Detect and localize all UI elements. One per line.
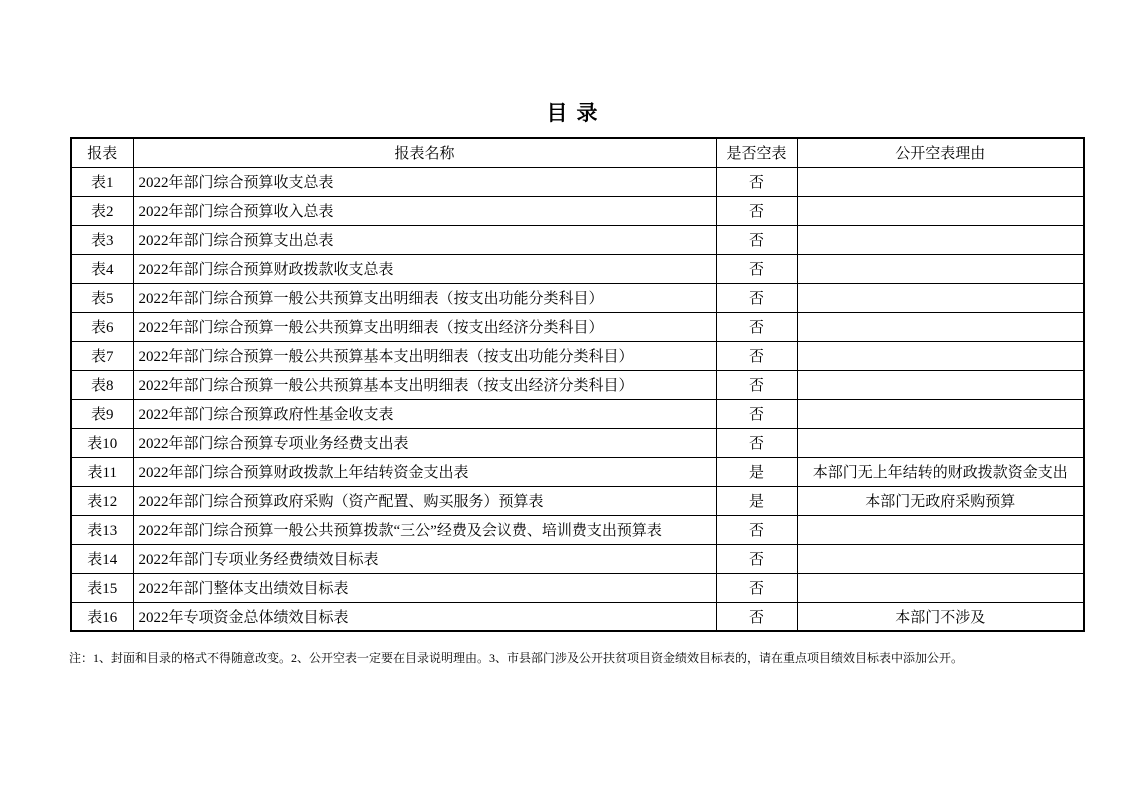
reason-cell <box>797 254 1084 283</box>
empty-flag-cell: 否 <box>716 167 797 196</box>
header-empty-reason: 公开空表理由 <box>797 138 1084 167</box>
empty-flag-cell: 否 <box>716 196 797 225</box>
table-header-row <box>71 138 1084 167</box>
row-id-cell: 表16 <box>71 602 133 631</box>
report-name-cell: 2022年部门整体支出绩效目标表 <box>133 573 716 602</box>
reason-cell <box>797 428 1084 457</box>
reason-cell <box>797 370 1084 399</box>
row-id-cell: 表11 <box>71 457 133 486</box>
table-row <box>71 254 1084 283</box>
empty-flag-cell: 否 <box>716 602 797 631</box>
table-row <box>71 515 1084 544</box>
report-name-cell: 2022年部门综合预算一般公共预算支出明细表（按支出功能分类科目） <box>133 283 716 312</box>
empty-flag-cell: 否 <box>716 341 797 370</box>
empty-flag-cell: 否 <box>716 225 797 254</box>
report-name-cell: 2022年部门综合预算收入总表 <box>133 196 716 225</box>
row-id-cell: 表4 <box>71 254 133 283</box>
table-row <box>71 428 1084 457</box>
empty-flag-cell: 否 <box>716 254 797 283</box>
row-id-cell: 表9 <box>71 399 133 428</box>
report-name-cell: 2022年部门综合预算支出总表 <box>133 225 716 254</box>
empty-flag-cell: 是 <box>716 457 797 486</box>
report-name-cell: 2022年部门综合预算收支总表 <box>133 167 716 196</box>
table-row <box>71 283 1084 312</box>
reason-cell: 本部门不涉及 <box>797 602 1084 631</box>
table-row <box>71 486 1084 515</box>
row-id-cell: 表3 <box>71 225 133 254</box>
empty-flag-cell: 否 <box>716 283 797 312</box>
row-id-cell: 表7 <box>71 341 133 370</box>
report-name-cell: 2022年专项资金总体绩效目标表 <box>133 602 716 631</box>
reason-cell <box>797 399 1084 428</box>
report-name-cell: 2022年部门综合预算专项业务经费支出表 <box>133 428 716 457</box>
table-row <box>71 573 1084 602</box>
reason-cell <box>797 515 1084 544</box>
table-row <box>71 399 1084 428</box>
row-id-cell: 表2 <box>71 196 133 225</box>
reason-cell <box>797 573 1084 602</box>
empty-flag-cell: 否 <box>716 428 797 457</box>
table-row <box>71 312 1084 341</box>
report-name-cell: 2022年部门综合预算政府采购（资产配置、购买服务）预算表 <box>133 486 716 515</box>
reason-cell <box>797 544 1084 573</box>
report-name-cell: 2022年部门综合预算一般公共预算拨款“三公”经费及会议费、培训费支出预算表 <box>133 515 716 544</box>
report-name-cell: 2022年部门综合预算一般公共预算基本支出明细表（按支出功能分类科目） <box>133 341 716 370</box>
report-name-cell: 2022年部门综合预算财政拨款上年结转资金支出表 <box>133 457 716 486</box>
reason-cell: 本部门无上年结转的财政拨款资金支出 <box>797 457 1084 486</box>
row-id-cell: 表1 <box>71 167 133 196</box>
empty-flag-cell: 否 <box>716 370 797 399</box>
toc-table-body <box>71 167 1084 631</box>
table-row <box>71 457 1084 486</box>
empty-flag-cell: 否 <box>716 515 797 544</box>
table-row <box>71 341 1084 370</box>
report-name-cell: 2022年部门综合预算一般公共预算支出明细表（按支出经济分类科目） <box>133 312 716 341</box>
reason-cell <box>797 196 1084 225</box>
empty-flag-cell: 否 <box>716 544 797 573</box>
header-empty-flag: 是否空表 <box>716 138 797 167</box>
empty-flag-cell: 否 <box>716 573 797 602</box>
footnote: 注：1、封面和目录的格式不得随意改变。2、公开空表一定要在目录说明理由。3、市县部门涉及公开扶贫项目资金绩效目标表的，请在重点项目绩效目标表中添加公开。 <box>69 651 964 665</box>
reason-cell: 本部门无政府采购预算 <box>797 486 1084 515</box>
row-id-cell: 表13 <box>71 515 133 544</box>
row-id-cell: 表8 <box>71 370 133 399</box>
table-row <box>71 370 1084 399</box>
report-name-cell: 2022年部门综合预算政府性基金收支表 <box>133 399 716 428</box>
table-row <box>71 225 1084 254</box>
toc-table <box>70 137 1085 632</box>
reason-cell <box>797 283 1084 312</box>
report-name-cell: 2022年部门专项业务经费绩效目标表 <box>133 544 716 573</box>
row-id-cell: 表15 <box>71 573 133 602</box>
reason-cell <box>797 167 1084 196</box>
header-report-name: 报表名称 <box>133 138 716 167</box>
report-name-cell: 2022年部门综合预算一般公共预算基本支出明细表（按支出经济分类科目） <box>133 370 716 399</box>
report-name-cell: 2022年部门综合预算财政拨款收支总表 <box>133 254 716 283</box>
row-id-cell: 表12 <box>71 486 133 515</box>
table-row <box>71 196 1084 225</box>
table-row <box>71 602 1084 631</box>
table-row <box>71 167 1084 196</box>
empty-flag-cell: 是 <box>716 486 797 515</box>
row-id-cell: 表5 <box>71 283 133 312</box>
table-row <box>71 544 1084 573</box>
empty-flag-cell: 否 <box>716 399 797 428</box>
page-title: 目录 <box>546 101 607 125</box>
header-report-id: 报表 <box>71 138 133 167</box>
reason-cell <box>797 341 1084 370</box>
empty-flag-cell: 否 <box>716 312 797 341</box>
row-id-cell: 表10 <box>71 428 133 457</box>
reason-cell <box>797 312 1084 341</box>
reason-cell <box>797 225 1084 254</box>
row-id-cell: 表6 <box>71 312 133 341</box>
row-id-cell: 表14 <box>71 544 133 573</box>
